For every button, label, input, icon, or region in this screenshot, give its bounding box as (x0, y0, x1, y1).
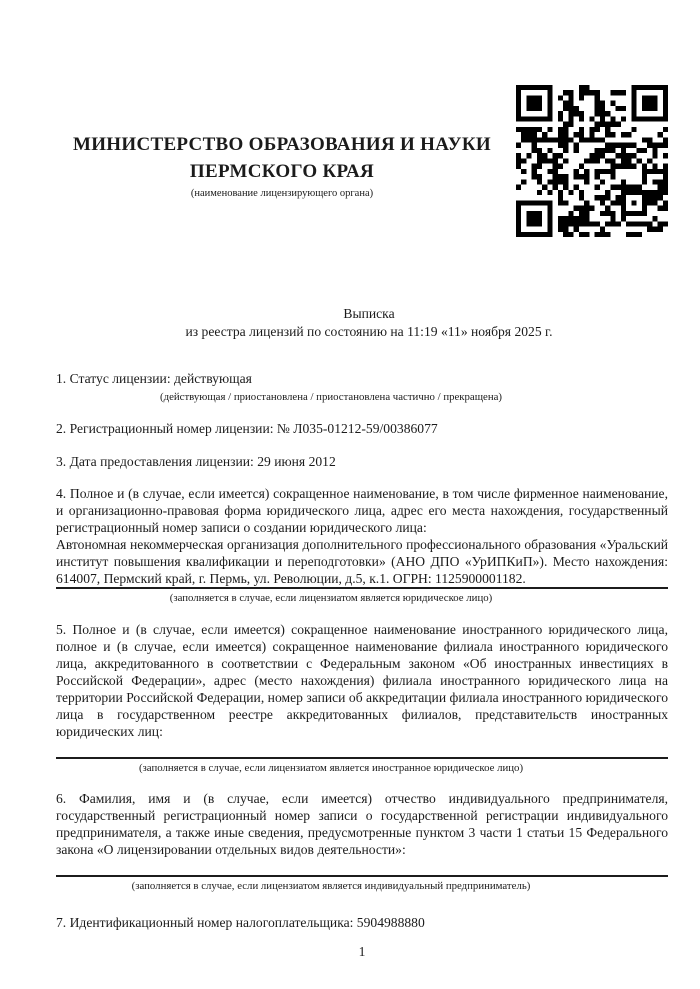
document-body (56, 370, 668, 931)
item-text: 6. Фамилия, имя и (в случае, если имеется) отчество индивидуального предпринимателя, государственный регистрационный номер записи о государственной регистрации индивидуального предпринимателя, а также иные сведения, предусмотренные пунктом 3 части 1 статьи 15 Федерального закона «О лицензировании отдельных видов деятельности»: (56, 791, 668, 857)
item-foreign-entity (56, 621, 668, 775)
ministry-name-line1: МИНИСТЕРСТВО ОБРАЗОВАНИЯ И НАУКИ (72, 134, 492, 155)
qr-code-icon (516, 85, 668, 237)
item-grant-date (56, 453, 668, 470)
item-caption: (действующая / приостановлена / приостановлена частично / прекращена) (160, 391, 502, 403)
item-text: 7. Идентификационный номер налогоплательщика: 5904988880 (56, 915, 425, 930)
item-text: 2. Регистрационный номер лицензии: № Л035-01212-59/00386077 (56, 421, 438, 436)
item-caption: (заполняется в случае, если лицензиатом является индивидуальный предприниматель) (131, 880, 531, 892)
item-text: 3. Дата предоставления лицензии: 29 июня 2012 (56, 454, 336, 469)
item-caption: (заполняется в случае, если лицензиатом является иностранное юридическое лицо) (138, 762, 524, 774)
licensing-authority-caption: (наименование лицензирующего органа) (190, 188, 374, 199)
item-taxpayer-number (56, 914, 668, 931)
item-legal-entity (56, 485, 668, 605)
item-text: 4. Полное и (в случае, если имеется) сокращенное наименование, в том числе фирменное наименование, и организационно-правовая форма юридического лица, адрес его места нахождения, государственный регистрационный номер записи о создании юридического лица: (56, 486, 668, 535)
document-title (63, 305, 675, 340)
item-individual-entrepreneur (56, 790, 668, 893)
licensing-authority-block (56, 85, 508, 200)
item-license-status (56, 370, 668, 404)
page-number: 1 (358, 944, 366, 959)
item-text: 5. Полное и (в случае, если имеется) сокращенное наименование иностранного юридического лица, полное и (в случае, если имеется) сокращенное наименование филиала иностранного юридического лица, аккредитованного в соответствии с Федеральным законом «Об иностранных инвестициях в Российской Федерации», адрес (место нахождения) филиала иностранного юридического лица на территории Российской Федерации, номер записи об аккредитации филиала иностранного юридического лица в государственном реестре аккредитованных филиалов, представительств иностранных юридических лиц: (56, 622, 668, 739)
document-title-line2: из реестра лицензий по состоянию на 11:19 «11» ноября 2025 г. (185, 323, 553, 339)
fill-in-line (56, 875, 668, 877)
item-value: Автономная некоммерческая организация дополнительного профессионального образования «Уральский институт повышения квалификации и переподготовки» (АНО ДПО «УрИПКиП»). Место нахождения: 614007, Пермский край, г. Пермь, ул. Революции, д.5, к.1. ОГРН: 1125900001182. (56, 537, 668, 586)
item-registration-number (56, 420, 668, 437)
document-header (56, 85, 668, 237)
item-text: 1. Статус лицензии: действующая (56, 371, 252, 386)
fill-in-line (56, 587, 668, 589)
fill-in-line (56, 757, 668, 759)
ministry-name-line2: ПЕРМСКОГО КРАЯ (189, 161, 375, 182)
item-caption: (заполняется в случае, если лицензиатом является юридическое лицо) (169, 592, 493, 604)
document-title-line1: Выписка (343, 306, 395, 321)
